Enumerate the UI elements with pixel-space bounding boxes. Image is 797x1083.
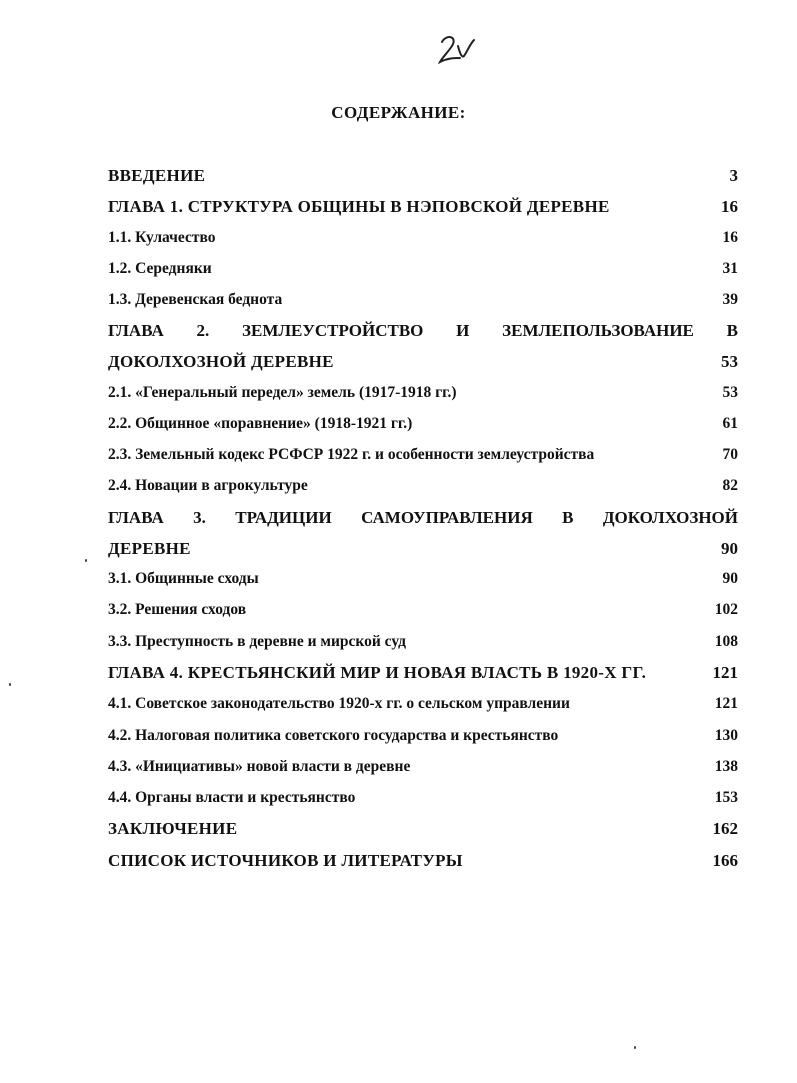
- toc-entry-label: 1.2. Середняки: [108, 260, 212, 277]
- toc-entry-label: 4.2. Налоговая политика советского государства и крестьянство: [108, 727, 559, 744]
- scan-speck: [85, 559, 87, 562]
- toc-entry-page: 121: [712, 663, 738, 682]
- toc-entry-page: 153: [714, 789, 738, 806]
- toc-entry-page: 16: [722, 229, 738, 246]
- toc-entry-page: 162: [712, 819, 738, 838]
- scan-speck: [634, 1046, 636, 1049]
- page-title: СОДЕРЖАНИЕ:: [331, 103, 466, 122]
- toc-entry-page: 31: [722, 260, 738, 277]
- scan-speck: [9, 683, 11, 686]
- toc-entry-label: ВВЕДЕНИЕ: [108, 166, 206, 185]
- toc-entry-page: 53: [721, 352, 738, 371]
- toc-entry-page: 166: [712, 851, 738, 870]
- toc-entry-page: 61: [722, 415, 738, 432]
- toc-entry-page: 90: [721, 539, 738, 558]
- toc-entry-label: ГЛАВА 1. СТРУКТУРА ОБЩИНЫ В НЭПОВСКОЙ ДЕРЕВНЕ: [108, 197, 610, 216]
- toc-entry-page: 121: [714, 695, 738, 712]
- toc-entry-label: 4.3. «Инициативы» новой власти в деревне: [108, 758, 411, 775]
- toc-entry-page: 90: [722, 570, 738, 587]
- toc-entry-page: 3: [729, 166, 738, 185]
- toc-entry-label: 3.3. Преступность в деревне и мирской суд: [108, 633, 406, 650]
- toc-entry-label: 4.1. Советское законодательство 1920-х гг. о сельском управлении: [108, 695, 570, 712]
- toc-entry-label: ГЛАВА 3. ТРАДИЦИИ САМОУПРАВЛЕНИЯ В ДОКОЛХОЗНОЙ: [108, 508, 738, 527]
- toc-entry-label: 2.4. Новации в агрокультуре: [108, 477, 308, 494]
- toc-entry-page: 39: [722, 291, 738, 308]
- toc-entry-label: 4.4. Органы власти и крестьянство: [108, 789, 356, 806]
- toc-entry-page: 130: [714, 727, 738, 744]
- toc-entry-label: ГЛАВА 2. ЗЕМЛЕУСТРОЙСТВО И ЗЕМЛЕПОЛЬЗОВАНИЕ В: [108, 321, 738, 340]
- toc-entry-page: 102: [714, 601, 738, 618]
- toc-entry-label: 3.2. Решения сходов: [108, 601, 247, 618]
- toc-entry-label: ДЕРЕВНЕ: [108, 539, 191, 558]
- toc-entry-chapter-2-line-1: [108, 321, 738, 345]
- toc-entry-page: 82: [722, 477, 738, 494]
- toc-entry-page: 108: [714, 633, 738, 650]
- toc-entry-page: 53: [722, 384, 738, 401]
- toc-entry-label: 3.1. Общинные сходы: [108, 570, 259, 587]
- toc-entry-label: ЗАКЛЮЧЕНИЕ: [108, 819, 238, 838]
- toc-entry-label: 2.2. Общинное «поравнение» (1918-1921 гг.): [108, 415, 413, 432]
- toc-entry-label: 2.1. «Генеральный передел» земель (1917-1918 гг.): [108, 384, 457, 401]
- toc-entry-label: ДОКОЛХОЗНОЙ ДЕРЕВНЕ: [108, 352, 334, 371]
- toc-entry-chapter-3-line-1: [108, 508, 738, 532]
- toc-entry-page: 138: [714, 758, 738, 775]
- toc-entry-label: 1.3. Деревенская беднота: [108, 291, 283, 308]
- toc-entry-page: 16: [721, 197, 738, 216]
- toc-entry-page: 70: [722, 446, 738, 463]
- toc-entry-label: СПИСОК ИСТОЧНИКОВ И ЛИТЕРАТУРЫ: [108, 851, 463, 870]
- toc-entry-label: ГЛАВА 4. КРЕСТЬЯНСКИЙ МИР И НОВАЯ ВЛАСТЬ В 1920-Х ГГ.: [108, 663, 647, 682]
- toc-entry-label: 1.1. Кулачество: [108, 229, 216, 246]
- toc-entry-label: 2.3. Земельный кодекс РСФСР 1922 г. и особенности землеустройства: [108, 446, 595, 463]
